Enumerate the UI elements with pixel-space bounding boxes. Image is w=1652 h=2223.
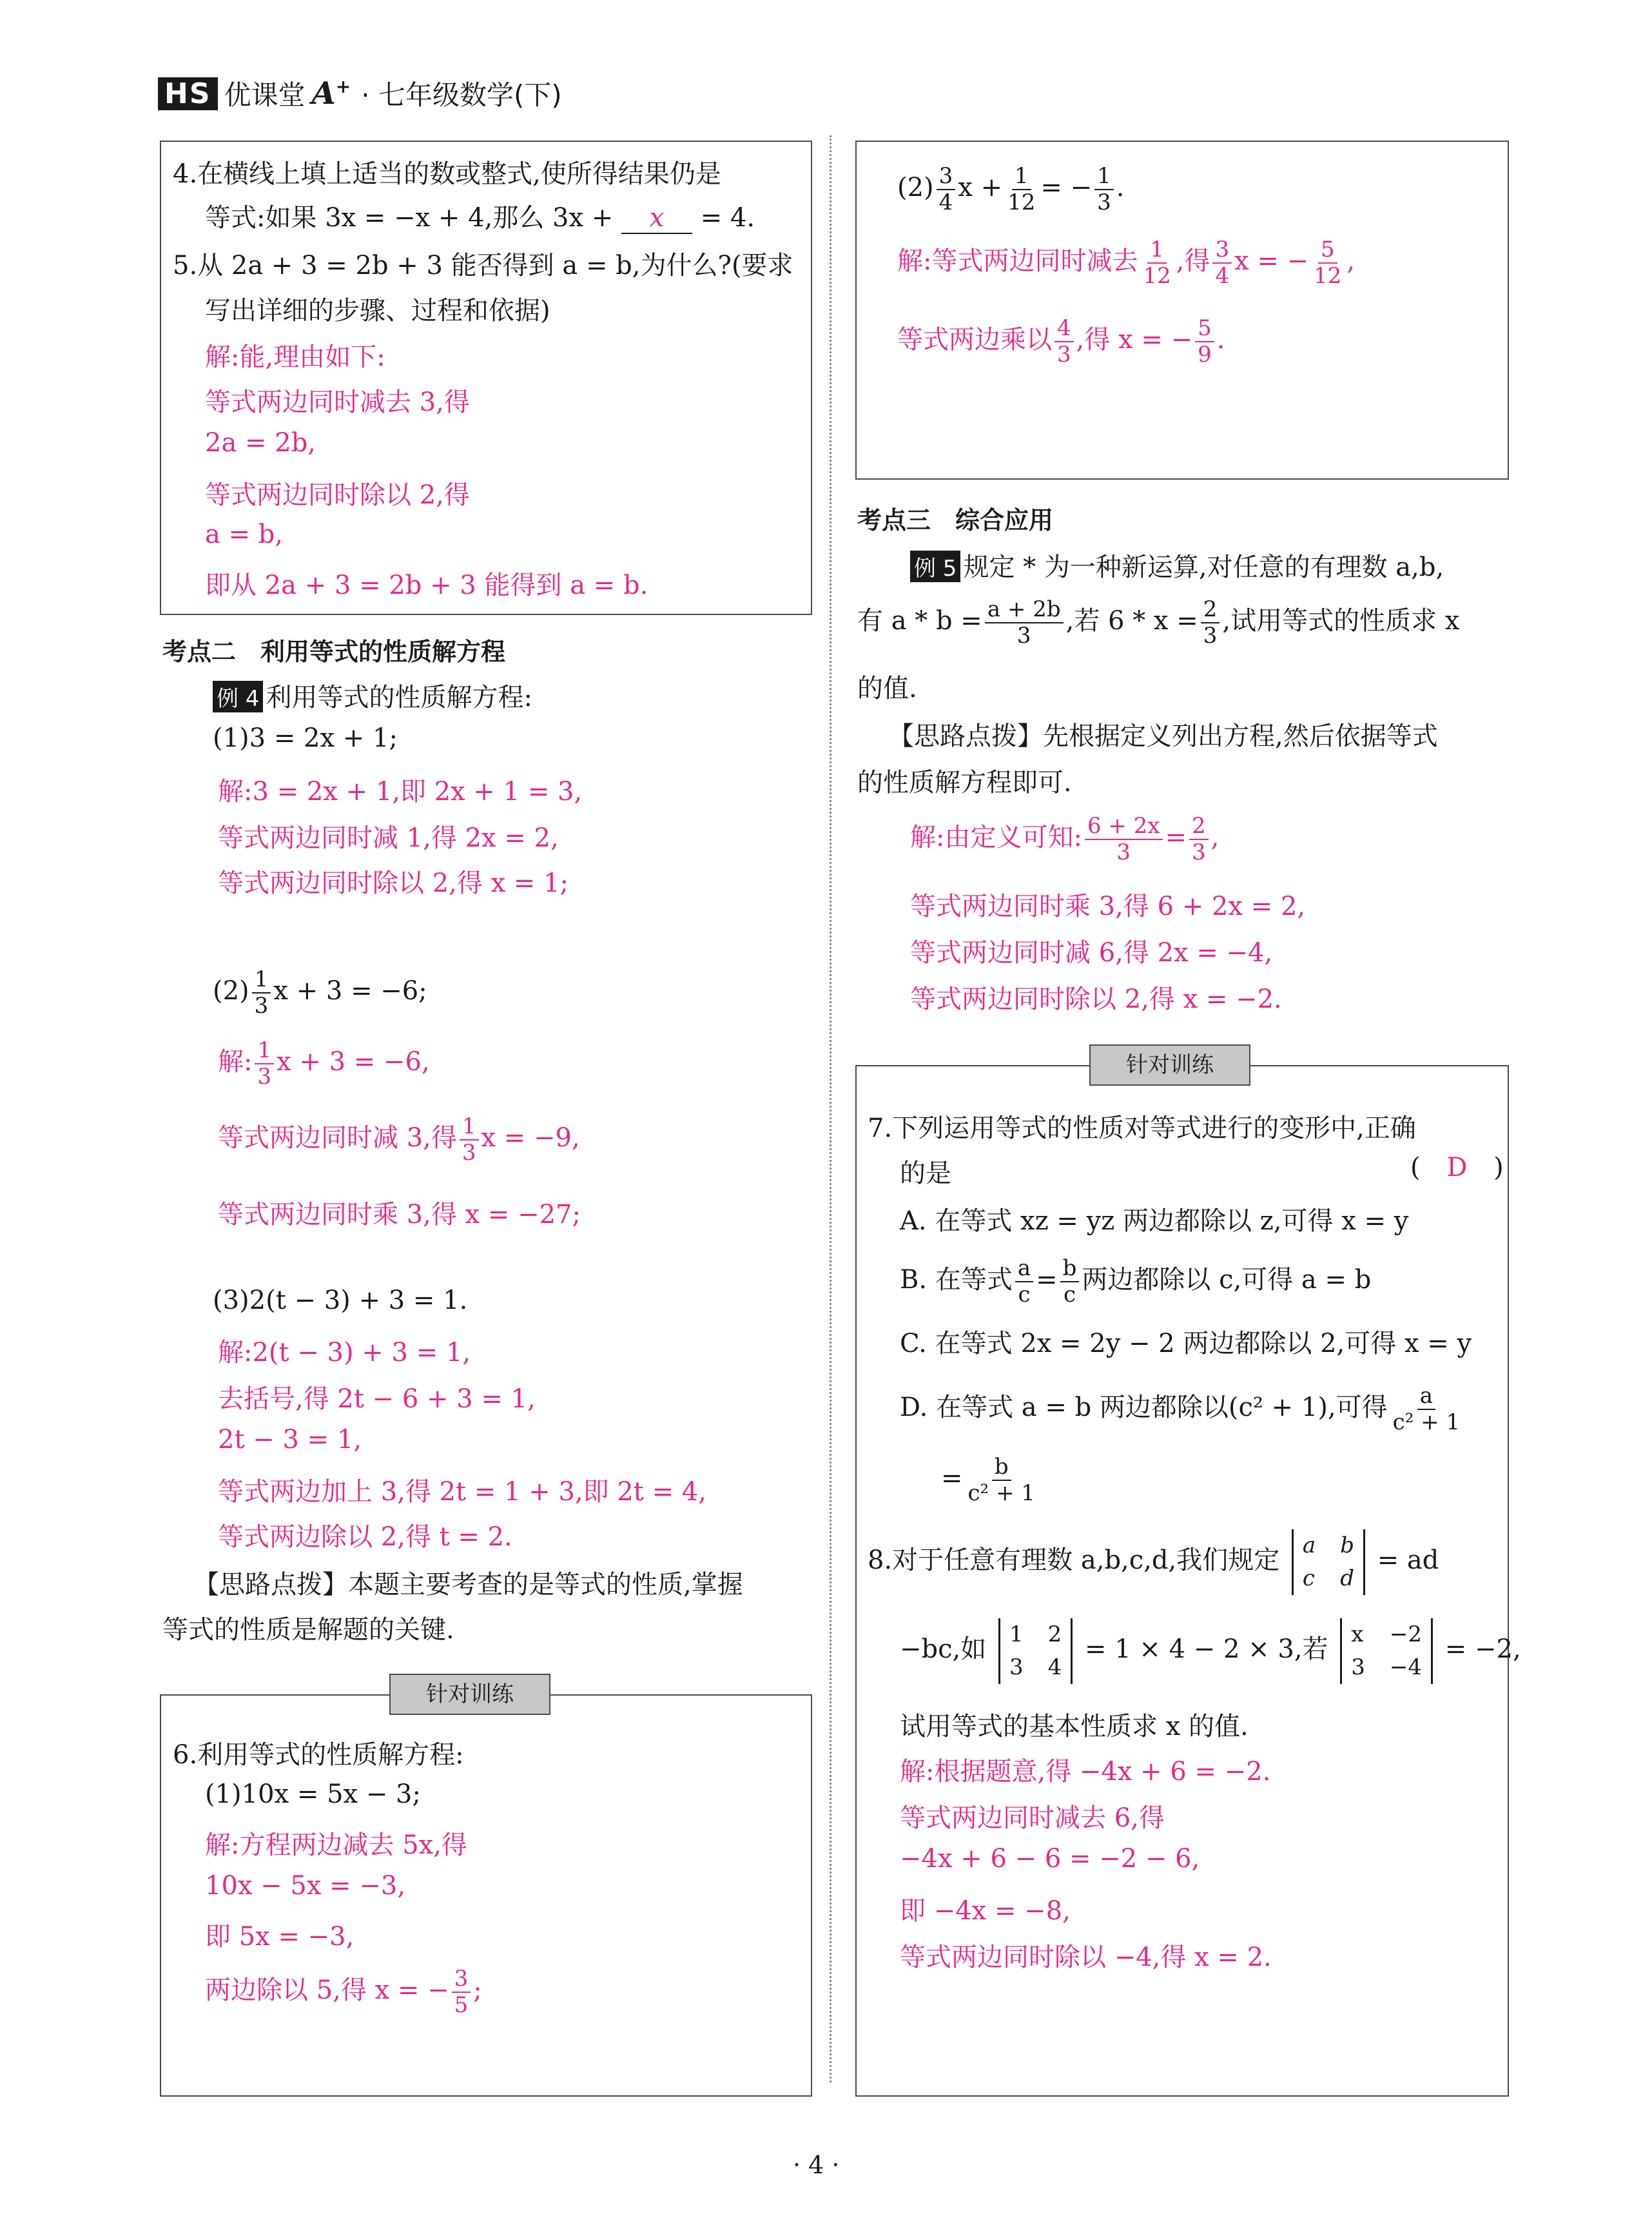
column-divider <box>830 135 831 2082</box>
q8-line2: −bc,如 1 2 3 4 = 1 × 4 − 2 × 3,若 x −2 3 −4 = −2, <box>900 1618 1521 1684</box>
q5-ans-5: 即从 2a + 3 = 2b + 3 能得到 a = b. <box>205 571 648 600</box>
q4-line1: 4.在横线上填上适当的数或整式,使所得结果仍是 <box>173 159 721 189</box>
header-subtitle: · 七年级数学(下) <box>361 79 562 111</box>
q5-ans-1: 等式两边同时减去 3,得 <box>205 387 470 417</box>
ex4-p1: (1)3 = 2x + 1; <box>213 723 398 753</box>
ex4-p2: (2) $\frac{1}{3}$ x + 3 = −6; <box>213 966 427 1019</box>
q8-ans-2: −4x + 6 − 6 = −2 − 6, <box>900 1844 1200 1874</box>
q5-ans-3: 等式两边同时除以 2,得 <box>205 480 470 510</box>
q6-ans-1: 10x − 5x = −3, <box>205 1871 406 1901</box>
ex5-ans-4: 等式两边同时除以 2,得 x = −2. <box>910 984 1282 1014</box>
ex4-p1-ans-2: 等式两边同时除以 2,得 x = 1; <box>218 868 569 898</box>
q8-ans-0: 解:根据题意,得 −4x + 6 = −2. <box>900 1757 1271 1787</box>
ex4-stem: 例 4 利用等式的性质解方程: <box>213 677 532 714</box>
q5-line2: 写出详细的步骤、过程和依据) <box>205 296 550 326</box>
train-tab-right: 针对训练 <box>1089 1044 1250 1086</box>
hint-right-line2: 的性质解方程即可. <box>857 768 1072 798</box>
ex4-p2-ans-1: 解: $\frac{1}{3}$ x + 3 = −6, <box>218 1037 430 1090</box>
kp2-title: 考点二 利用等式的性质解方程 <box>162 638 506 666</box>
q5-line1: 5.从 2a + 3 = 2b + 3 能否得到 a = b,为什么?(要求 <box>173 251 793 280</box>
det-x3: x −2 3 −4 <box>1340 1618 1433 1684</box>
ex4-p1-ans-1: 等式两边同时减 1,得 2x = 2, <box>218 823 559 853</box>
q5-ans-0: 解:能,理由如下: <box>205 342 385 372</box>
q5-ans-2: 2a = 2b, <box>205 428 316 458</box>
ex4-p3-ans-3: 等式两边加上 3,得 2t = 1 + 3,即 2t = 4, <box>218 1477 706 1507</box>
ex4-p3-ans-2: 2t − 3 = 1, <box>218 1425 362 1454</box>
ex5-ans-2: 等式两边同时乘 3,得 6 + 2x = 2, <box>910 892 1306 921</box>
page-number: · 4 · <box>793 2151 840 2179</box>
ex4-p3-ans-0: 解:2(t − 3) + 3 = 1, <box>218 1338 471 1367</box>
ex5-tag: 例 5 <box>910 551 960 582</box>
q6-p1: (1)10x = 5x − 3; <box>205 1779 421 1809</box>
q7-option-b: B. 在等式 $\frac{a}{c}$ = $\frac{b}{c}$ 两边都除以 c,可得 a = b <box>900 1255 1372 1308</box>
q7-line2: 的是 <box>900 1159 951 1188</box>
q6-p2: (2) $\frac{3}{4}$ x + $\frac{1}{12}$ = − $\frac{1}{3}$ . <box>897 163 1125 216</box>
header <box>158 71 562 116</box>
det-1234: 1 2 3 4 <box>998 1618 1073 1684</box>
q6-ans-0: 解:方程两边减去 5x,得 <box>205 1830 467 1860</box>
q7-option-a: A. 在等式 xz = yz 两边都除以 z,可得 x = y <box>900 1206 1409 1236</box>
ex4-p2-ans-2: 等式两边同时减 3,得 $\frac{1}{3}$ x = −9, <box>218 1113 580 1166</box>
train-tab-left: 针对训练 <box>389 1674 550 1715</box>
ex4-p3: (3)2(t − 3) + 3 = 1. <box>213 1286 468 1315</box>
q7-option-d: D. 在等式 a = b 两边都除以(c² + 1),可得 $\frac{a}{\text{c² + 1}}$ <box>900 1383 1461 1436</box>
q5-ans-4: a = b, <box>205 520 284 549</box>
ex5-line3: 的值. <box>857 674 917 703</box>
ex5-line2: 有 a * b = $\frac{a + 2b}{3}$ ,若 6 * x = $\frac{2}{3}$ ,试用等式的性质求 x <box>857 596 1460 649</box>
q8-line3: 试用等式的基本性质求 x 的值. <box>900 1712 1249 1741</box>
ex4-p2-ans-3: 等式两边同时乘 3,得 x = −27; <box>218 1200 581 1229</box>
q8-ans-1: 等式两边同时减去 6,得 <box>900 1803 1165 1833</box>
hint-right-line1: 【思路点拨】先根据定义列出方程,然后依据等式 <box>888 721 1438 751</box>
ex5-ans-3: 等式两边同时减 6,得 2x = −4, <box>910 938 1273 968</box>
header-title: 优课堂 <box>224 79 306 111</box>
q4-blank: x <box>621 203 692 234</box>
det-abcd: a b c d <box>1292 1529 1365 1595</box>
q7-option-c: C. 在等式 2x = 2y − 2 两边都除以 2,可得 x = y <box>900 1329 1472 1358</box>
ex4-p1-ans-0: 解:3 = 2x + 1,即 2x + 1 = 3, <box>218 777 583 807</box>
q6-p2-ans-2: 等式两边乘以 $\frac{4}{3}$ ,得 x = − $\frac{5}{9}$ . <box>897 315 1225 368</box>
ex4-p3-ans-1: 去括号,得 2t − 6 + 3 = 1, <box>218 1384 536 1414</box>
q4-line2: 等式:如果 3x = −x + 4,那么 3x + x = 4. <box>205 203 755 233</box>
q8-ans-3: 即 −4x = −8, <box>900 1896 1071 1926</box>
ex4-tag: 例 4 <box>213 681 263 712</box>
q6-p2-ans-1: 解:等式两边同时减去 $\frac{1}{12}$ ,得 $\frac{3}{4}$ x = − $\frac{5}{12}$ , <box>897 237 1356 289</box>
q8-ans-4: 等式两边同时除以 −4,得 x = 2. <box>900 1943 1272 1972</box>
hint-left-line2: 等式的性质是解题的关键. <box>162 1615 454 1645</box>
q6-line1: 6.利用等式的性质解方程: <box>173 1740 464 1770</box>
q6-ans-3: 两边除以 5,得 x = − $\frac{3}{5}$ ; <box>205 1966 482 2019</box>
q7-line1: 7.下列运用等式的性质对等式进行的变形中,正确 <box>868 1113 1416 1143</box>
q7-answer: ( D ) <box>1410 1153 1504 1182</box>
q7-option-d-line2: = $\frac{b}{\text{c² + 1}}$ <box>941 1454 1035 1507</box>
logo: HS <box>158 77 218 110</box>
hint-left-line1: 【思路点拨】本题主要考查的是等式的性质,掌握 <box>193 1570 743 1600</box>
kp3-title: 考点三 综合应用 <box>857 506 1054 534</box>
q8-line1: 8.对于任意有理数 a,b,c,d,我们规定 a b c d = ad <box>868 1529 1439 1595</box>
q6-ans-2: 即 5x = −3, <box>205 1922 355 1952</box>
header-brand: A+ <box>311 75 351 112</box>
ex4-p3-ans-4: 等式两边除以 2,得 t = 2. <box>218 1522 512 1552</box>
q7-answer-letter: D <box>1446 1153 1468 1182</box>
ex5-ans-1: 解:由定义可知: $\frac{6 + 2x}{3}$ = $\frac{2}{3}$ , <box>910 813 1220 866</box>
ex5-line1: 例 5 规定 * 为一种新运算,对任意的有理数 a,b, <box>910 547 1444 583</box>
